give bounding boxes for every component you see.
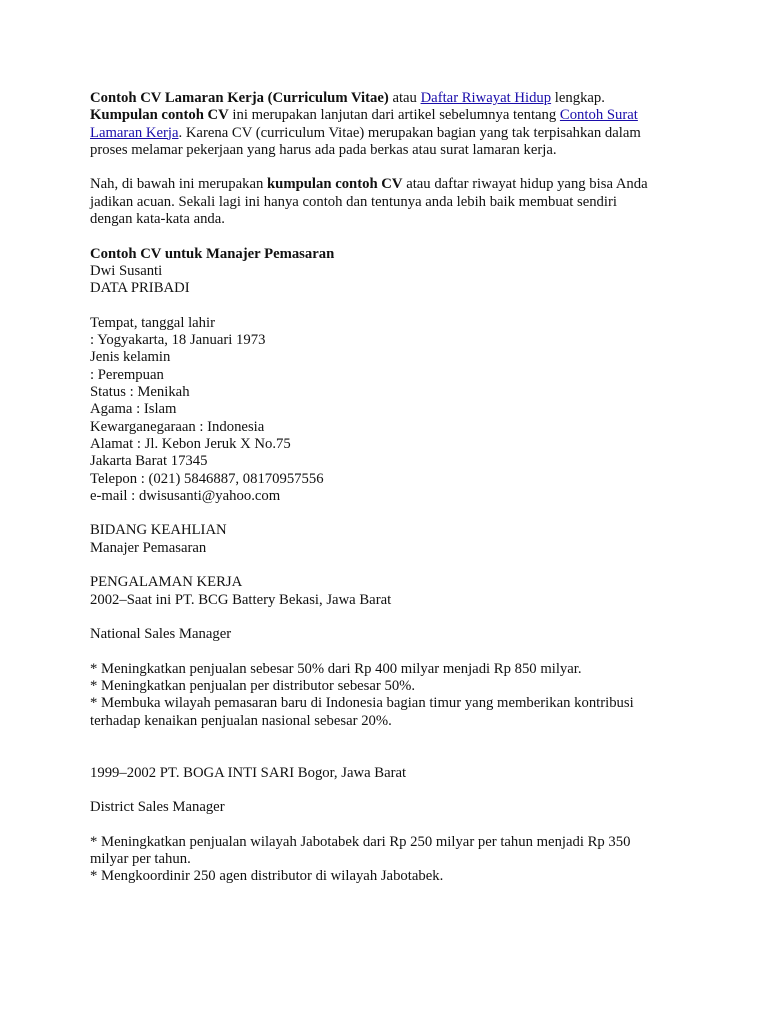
para2-text: atau daftar riwayat hidup yang bisa Anda <box>402 176 648 193</box>
section-data-pribadi: DATA PRIBADI <box>90 280 190 297</box>
personal-line: Jakarta Barat 17345 <box>90 453 208 470</box>
job2-point: * Meningkatkan penjualan wilayah Jabotabek dari Rp 250 milyar per tahun menjadi Rp 350 <box>90 833 631 850</box>
job2-title: District Sales Manager <box>90 799 225 816</box>
personal-line: Telepon : (021) 5846887, 08170957556 <box>90 470 324 487</box>
expertise-value: Manajer Pemasaran <box>90 539 207 556</box>
personal-line: Alamat : Jl. Kebon Jeruk X No.75 <box>90 435 291 452</box>
intro-text: lengkap. <box>551 90 605 106</box>
job1-point: * Meningkatkan penjualan sebesar 50% dari Rp 400 milyar menjadi Rp 850 milyar. <box>90 660 582 677</box>
cv-heading <box>90 246 690 263</box>
job1-period: 2002–Saat ini PT. BCG Battery Bekasi, Jawa Barat <box>90 591 392 608</box>
cv-name: Dwi Susanti <box>90 262 163 279</box>
para2-text: Nah, di bawah ini merupakan <box>90 176 268 193</box>
personal-line: : Perempuan <box>90 366 164 383</box>
job2-point: milyar per tahun. <box>90 851 191 868</box>
job2-point: * Mengkoordinir 250 agen distributor di wilayah Jabotabek. <box>90 868 444 885</box>
para2-line-1 <box>90 176 690 193</box>
intro-line-4: proses melamar pekerjaan yang harus ada pada berkas atau surat lamaran kerja. <box>90 141 557 158</box>
personal-line: Agama : Islam <box>90 401 177 418</box>
section-pengalaman-kerja: PENGALAMAN KERJA <box>90 574 243 591</box>
intro-line-3 <box>90 125 690 142</box>
intro-title: Contoh CV Lamaran Kerja (Curriculum Vitae) <box>90 90 389 106</box>
job1-point: * Membuka wilayah pemasaran baru di Indonesia bagian timur yang memberikan kontribusi <box>90 695 634 712</box>
para2-bold-phrase: kumpulan contoh CV <box>267 176 403 193</box>
personal-line: Jenis kelamin <box>90 349 171 366</box>
job2-period: 1999–2002 PT. BOGA INTI SARI Bogor, Jawa Barat <box>90 764 407 781</box>
intro-bold-phrase: Kumpulan contoh CV <box>90 107 229 124</box>
job1-achievements <box>90 661 690 730</box>
intro-text: . Karena CV (curriculum Vitae) merupakan bagian yang tak terpisahkan dalam <box>178 124 641 141</box>
second-paragraph <box>90 176 690 228</box>
lamaran-kerja-link[interactable]: Lamaran Kerja <box>90 124 179 141</box>
intro-line-1 <box>90 90 690 107</box>
para2-line-3: dengan kata-kata anda. <box>90 211 225 228</box>
job1-point: terhadap kenaikan penjualan nasional sebesar 20%. <box>90 712 392 729</box>
contoh-surat-link[interactable]: Contoh Surat <box>559 107 638 124</box>
personal-line: Kewarganegaraan : Indonesia <box>90 418 265 435</box>
intro-paragraph <box>90 90 690 159</box>
personal-line: Status : Menikah <box>90 384 190 401</box>
personal-data-list <box>90 315 690 505</box>
cv-heading-text: Contoh CV untuk Manajer Pemasaran <box>90 245 335 262</box>
job1-title: National Sales Manager <box>90 626 232 643</box>
personal-line: Tempat, tanggal lahir <box>90 314 215 331</box>
job2-achievements <box>90 834 690 886</box>
section-bidang-keahlian: BIDANG KEAHLIAN <box>90 522 227 539</box>
intro-line-2 <box>90 107 690 124</box>
intro-text: ini merupakan lanjutan dari artikel sebelumnya tentang <box>228 107 560 124</box>
personal-line: : Yogyakarta, 18 Januari 1973 <box>90 332 266 349</box>
daftar-riwayat-hidup-link[interactable]: Daftar Riwayat Hidup <box>420 90 552 106</box>
personal-line: e-mail : dwisusanti@yahoo.com <box>90 487 281 504</box>
document-page <box>90 90 690 886</box>
para2-line-2: jadikan acuan. Sekali lagi ini hanya contoh dan tentunya anda lebih baik membuat sendiri <box>90 193 617 210</box>
job1-point: * Meningkatkan penjualan per distributor sebesar 50%. <box>90 678 416 695</box>
intro-text: atau <box>388 90 421 106</box>
